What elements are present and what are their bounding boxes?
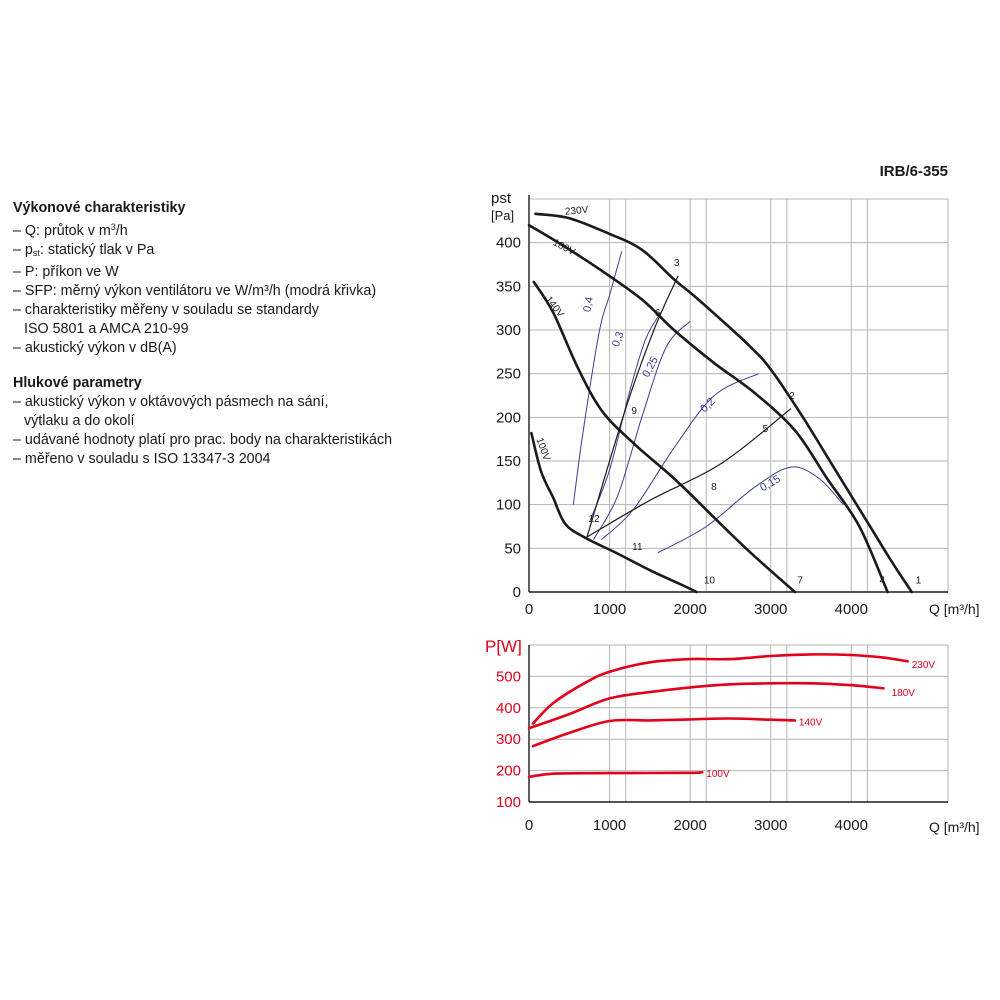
y-axis-label: pst — [491, 190, 512, 207]
power-x-axis-label: Q [m³/h] — [929, 819, 980, 835]
operating-point-label: 5 — [762, 424, 769, 436]
power-curve — [529, 772, 702, 777]
legend-title-noise: Hlukové parametry — [13, 375, 142, 391]
power-chart — [485, 637, 980, 835]
power-y-tick-label: 500 — [495, 668, 521, 686]
power-x-tick-label: 2000 — [673, 817, 707, 834]
pressure-chart — [491, 190, 980, 618]
system-line — [587, 276, 678, 537]
power-curve — [533, 654, 908, 723]
fan-curve-label: 180V — [550, 237, 577, 259]
sfp-label: 0,3 — [609, 330, 627, 349]
legend-line-standards: – charakteristiky měřeny v souladu se standardy — [13, 302, 319, 318]
operating-point-label: 7 — [797, 575, 803, 587]
legend-p-desc: : statický tlak v Pa — [39, 242, 155, 258]
y-tick-label: 50 — [504, 540, 521, 558]
model-title: IRB/6-355 — [879, 163, 948, 180]
fan-curve — [529, 225, 888, 592]
operating-point-label: 10 — [703, 575, 715, 587]
y-tick-label: 250 — [495, 365, 521, 383]
sfp-curve — [573, 251, 621, 504]
legend-line-standards-iso: ISO 5801 a AMCA 210-99 — [24, 321, 189, 337]
sfp-label: 0,25 — [640, 354, 661, 380]
y-tick-label: 150 — [495, 453, 521, 470]
y-tick-label: 350 — [495, 278, 521, 296]
y-tick-label: 400 — [495, 234, 521, 252]
fan-curve-label: 100V — [533, 436, 552, 463]
power-y-tick-label: 400 — [495, 699, 521, 717]
legend-p-text: – p — [13, 242, 33, 258]
power-curve-label: 180V — [891, 688, 915, 700]
y-tick-label: 200 — [495, 409, 521, 427]
x-tick-label: 4000 — [834, 601, 868, 618]
fan-curve — [535, 214, 911, 592]
noise-line-octave-cont: výtlaku a do okolí — [24, 413, 135, 429]
power-curve-label: 140V — [798, 717, 823, 729]
fan-curve-label: 230V — [564, 204, 589, 218]
y-axis-unit: [Pa] — [491, 208, 515, 223]
legend-line-sfp: – SFP: měrný výkon ventilátoru ve W/m³/h (modrá křivka) — [13, 283, 377, 299]
legend-line-acoustic: – akustický výkon v dB(A) — [13, 340, 177, 356]
legend-title-performance: Výkonové charakteristiky — [13, 200, 186, 216]
power-x-tick-label: 4000 — [834, 817, 868, 834]
power-curve — [529, 683, 884, 728]
legend-p-sub: st — [32, 248, 40, 258]
fan-curve — [534, 282, 795, 592]
system-line — [587, 409, 791, 537]
noise-line-octave: – akustický výkon v oktávových pásmech na sání, — [13, 394, 329, 410]
operating-point-label: 9 — [631, 405, 637, 417]
power-curve-label: 230V — [911, 659, 936, 671]
legend-q-sup: 3 — [110, 222, 116, 232]
operating-point-label: 11 — [632, 542, 643, 554]
power-y-tick-label: 100 — [495, 794, 521, 811]
legend-q-unit: /h — [115, 223, 128, 239]
noise-line-standard: – měřeno v souladu s ISO 13347-3 2004 — [13, 451, 271, 467]
power-curve-label: 100V — [706, 768, 730, 780]
sfp-label: 0,15 — [758, 473, 783, 495]
power-x-tick-label: 0 — [524, 817, 534, 834]
operating-point-label: 6 — [654, 308, 661, 320]
fan-curve-label: 140V — [542, 294, 566, 320]
sfp-label: 0,4 — [581, 295, 596, 314]
noise-line-points: – udávané hodnoty platí pro prac. body na charakteristikách — [13, 432, 393, 448]
sfp-curve — [594, 321, 691, 539]
power-y-tick-label: 200 — [495, 762, 521, 780]
y-tick-label: 0 — [512, 584, 521, 601]
legend-q-text: – Q: průtok v m — [13, 223, 111, 239]
sfp-curve — [589, 311, 662, 522]
legend-line-power: – P: příkon ve W — [13, 264, 119, 280]
legend-line-q — [13, 218, 453, 241]
sfp-label: 0,2 — [698, 395, 718, 416]
operating-point-label: 2 — [789, 390, 795, 402]
x-tick-label: 1000 — [592, 601, 627, 618]
power-x-tick-label: 1000 — [592, 817, 627, 834]
operating-point-label: 8 — [711, 481, 717, 493]
legend-panel — [13, 199, 453, 469]
operating-point-label: 4 — [879, 575, 886, 587]
power-x-tick-label: 3000 — [754, 817, 788, 834]
y-tick-label: 300 — [495, 322, 521, 339]
legend-line-pst — [13, 241, 453, 263]
operating-point-label: 1 — [915, 575, 922, 587]
x-tick-label: 0 — [524, 601, 534, 618]
sfp-curve — [602, 374, 759, 540]
operating-point-label: 3 — [674, 258, 680, 270]
sfp-curve — [658, 467, 843, 553]
x-tick-label: 2000 — [673, 601, 707, 618]
power-y-axis-label: P[W] — [485, 637, 522, 656]
power-y-tick-label: 300 — [495, 731, 521, 749]
fan-curve — [531, 433, 696, 592]
x-axis-label: Q [m³/h] — [929, 601, 980, 617]
power-curve — [533, 718, 795, 746]
operating-point-label: 12 — [588, 514, 600, 526]
y-tick-label: 100 — [495, 496, 521, 514]
x-tick-label: 3000 — [754, 601, 788, 618]
